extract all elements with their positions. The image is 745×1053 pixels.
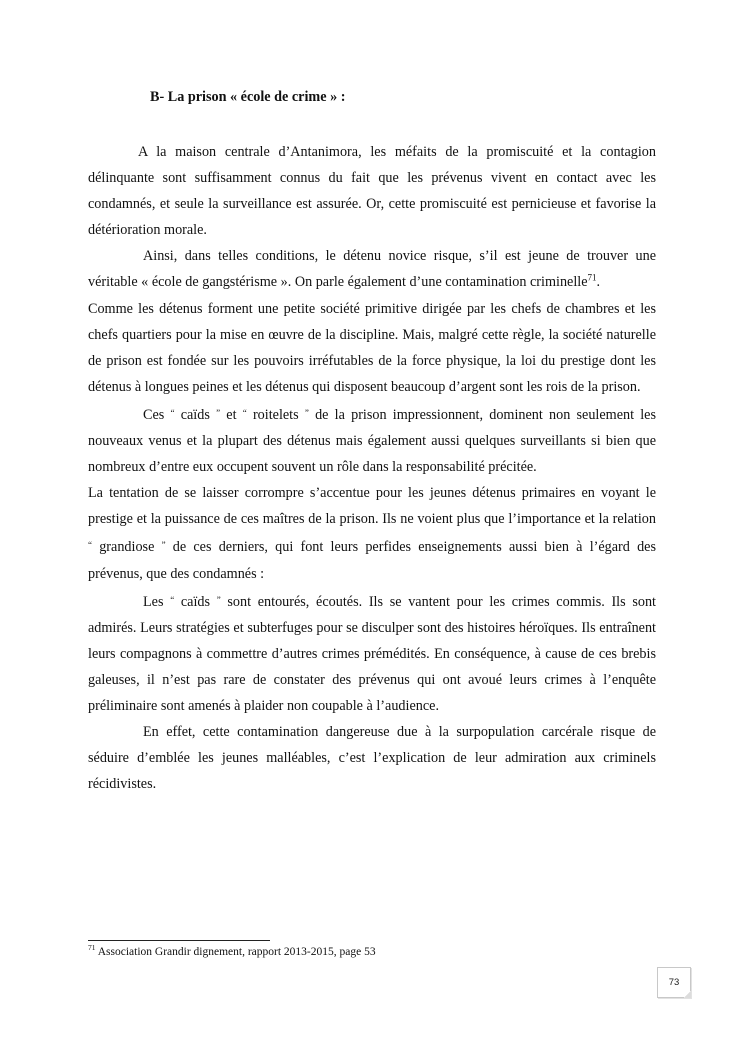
p4-quote-open-1: “	[170, 407, 175, 418]
paragraph-6	[88, 587, 656, 719]
p4-text-b: caïds	[174, 406, 217, 423]
p5-quote-open: “	[88, 540, 92, 551]
section-heading: B- La prison « école de crime » :	[150, 89, 346, 105]
footnote-reference[interactable]: 71	[587, 272, 597, 283]
p6-text-c: sont entourés, écoutés. Ils se vantent pour les crimes commis. Ils sont admirés. Leurs stratégies et subterfuges pour se disculper sont des histoires héroïques. Ils entraînent leurs compagnons à commettre d’autres crimes prémédités. En conséquence, à cause de ces brebis galeuses, il n’est pas rare de constater des prévenus qui ont avoué leurs crimes à l’enquête préliminaire sont amenés à plaider non coupable à l’audience.	[88, 593, 656, 714]
p5-text-c: de ces derniers, qui font leurs perfides enseignements aussi bien à l’égard des prévenus, que des condamnés :	[88, 539, 656, 582]
paragraph-2	[88, 243, 656, 295]
p4-text-e: de la prison impressionnent, dominent non seulement les nouveaux venus et la plupart des détenus mais également aussi quelques surveillants si bien que nombreux d’entre eux occupent souvent un rôle dans la responsabilité précitée.	[88, 406, 657, 476]
p5-text-a: La tentation de se laisser corrompre s’accentue pour les jeunes détenus primaires en voyant le prestige et la puissance de ces maîtres de la prison. Ils ne voient plus que l’importance et la relation	[88, 485, 656, 528]
paragraph-5	[88, 480, 656, 586]
footnote	[88, 943, 376, 958]
footnote-separator	[88, 940, 270, 941]
p5-quote-close: ”	[161, 540, 166, 551]
page-number-box	[657, 967, 691, 998]
p6-text-b: caïds	[174, 593, 217, 610]
p6-quote-close: ”	[216, 594, 221, 605]
page-number: 73	[668, 977, 680, 988]
paragraph-1: A la maison centrale d’Antanimora, les méfaits de la promiscuité et la contagion délinquante sont suffisamment connus du fait que les prévenus vivent en contact avec les condamnés, et seule la surveillance est assurée. Or, cette promiscuité est pernicieuse et favorise la détérioration morale.	[88, 144, 656, 239]
footnote-number: 71	[88, 943, 96, 953]
paragraph-4	[88, 400, 656, 480]
paragraph-7: En effet, cette contamination dangereuse due à la surpopulation carcérale risque de séduire d’emblée les jeunes malléables, c’est l’explication de leur admiration aux criminels récidivistes.	[88, 724, 656, 793]
p6-quote-open: “	[170, 594, 175, 605]
p4-quote-close-2: ”	[304, 407, 309, 418]
p4-text-a: Ces	[143, 406, 171, 423]
paragraph-2-text: Ainsi, dans telles conditions, le détenu novice risque, s’il est jeune de trouver une véritable « école de gangstérisme ». On parle également d’une contamination criminelle	[88, 248, 656, 291]
p4-text-c: et	[220, 406, 243, 423]
p4-quote-close-1: ”	[216, 407, 221, 418]
paragraph-3: Comme les détenus forment une petite société primitive dirigée par les chefs de chambres et les chefs quartiers pour la mise en œuvre de la discipline. Mais, malgré cette règle, la société naturelle de prison est fondée sur les pouvoirs irréfutables de la force physique, la loi du prestige dont les détenus à longues peines et les détenus qui disposent beaucoup d’argent sont les rois de la prison.	[88, 300, 656, 395]
paragraph-2-end: .	[596, 274, 601, 291]
body-text	[88, 139, 656, 797]
p4-text-d: roitelets	[246, 406, 305, 423]
p5-text-b: grandiose	[92, 539, 162, 556]
p4-quote-open-2: “	[242, 407, 247, 418]
p6-text-a: Les	[143, 593, 171, 610]
footnote-text: Association Grandir dignement, rapport 2013-2015, page 53	[95, 946, 376, 958]
